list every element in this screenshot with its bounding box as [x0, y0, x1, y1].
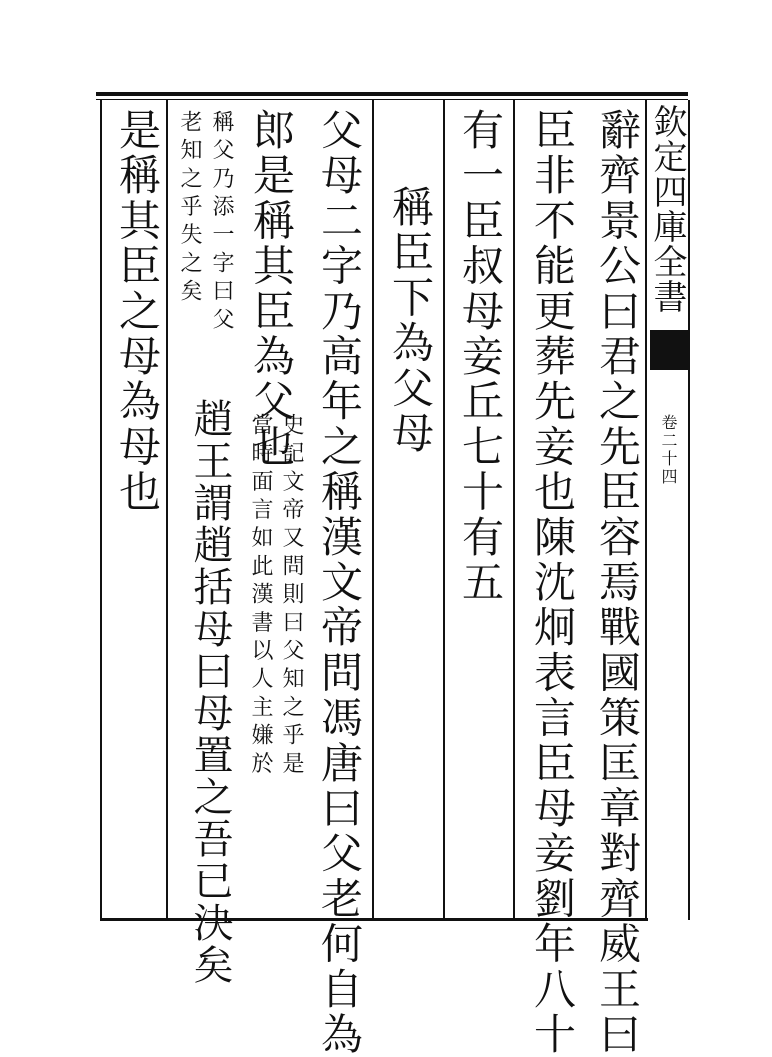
annotation-7-right: 稱父乃添一字曰父	[209, 110, 234, 336]
column-rule	[443, 100, 445, 920]
margin-rule	[688, 100, 690, 920]
volume-label: 卷二十四	[659, 414, 678, 486]
top-border	[96, 92, 688, 96]
fishtail-mark	[650, 330, 688, 370]
text-column-7: 趙王謂趙括母曰母置之吾已決矣	[187, 398, 233, 986]
column-rule	[100, 100, 102, 920]
text-column-6: 郎是稱其臣為父也	[247, 108, 296, 470]
top-border-inner	[96, 99, 688, 100]
text-column-3: 有一臣叔母妾丘七十有五	[456, 108, 505, 606]
column-rule	[513, 100, 515, 920]
column-rule	[372, 100, 374, 920]
text-column-2: 臣非不能更葬先妾也陳沈炯表言臣母妾劉年八十	[528, 108, 577, 1057]
text-column-1: 辭齊景公曰君之先臣容焉戰國策匡章對齊威王曰	[593, 108, 642, 1057]
column-rule	[166, 100, 168, 920]
text-column-8: 是稱其臣之母為母也	[113, 108, 162, 515]
book-title: 欽定四庫全書	[647, 104, 687, 314]
column-rule	[645, 100, 647, 920]
annotation-6-right: 史記文帝又問則曰父知之乎是	[279, 413, 304, 780]
annotation-7-left: 老知之乎失之矣	[177, 110, 202, 308]
text-column-4: 稱臣下為父母	[386, 185, 435, 457]
annotation-6-left: 當時面言如此漢書以人主嫌於	[248, 413, 273, 780]
text-column-5: 父母二字乃高年之稱漢文帝問馮唐曰父老何自為	[315, 108, 364, 1057]
